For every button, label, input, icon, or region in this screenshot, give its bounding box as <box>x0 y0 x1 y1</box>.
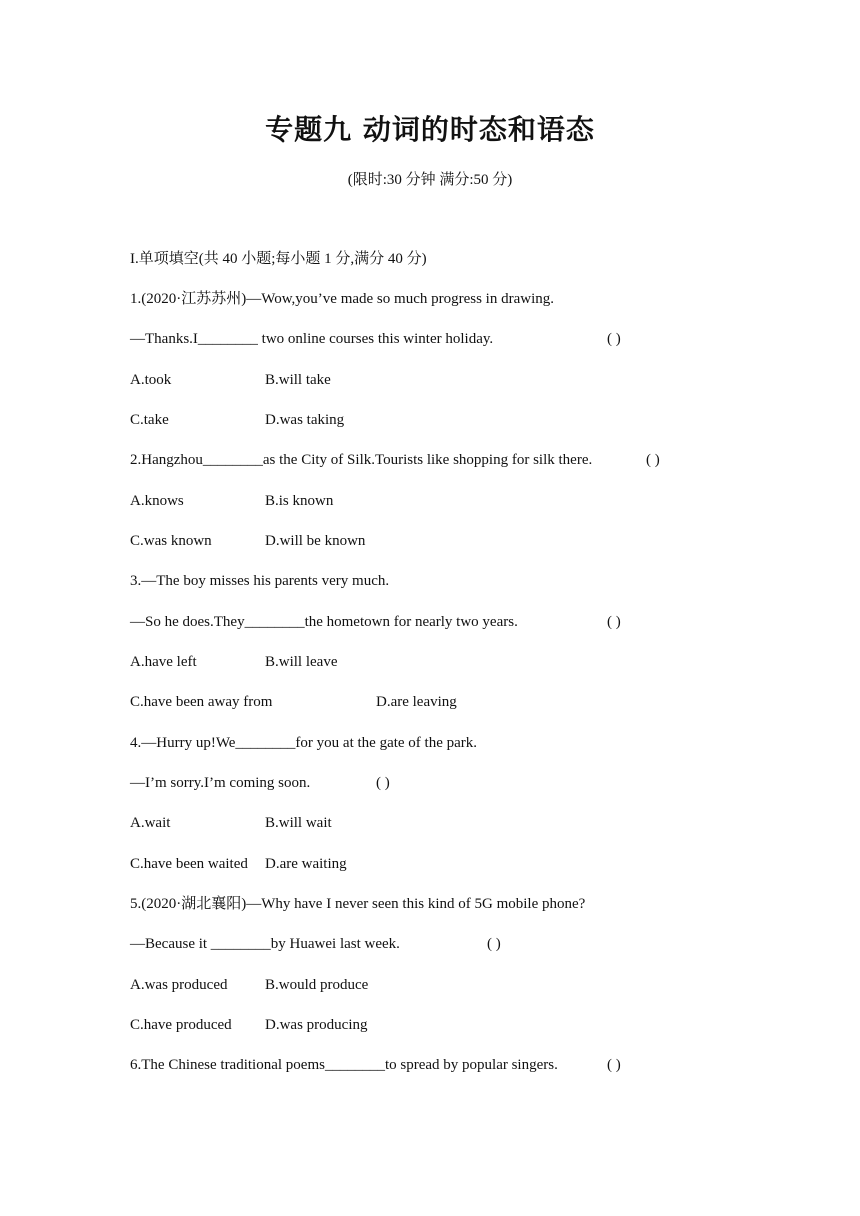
q1-reply <box>130 329 690 349</box>
q4-stem: 4.—Hurry up!We________for you at the gate of the park. <box>130 735 478 751</box>
q1-options-ab <box>130 370 331 390</box>
q1-options-cd <box>130 410 345 430</box>
q5-option-a[interactable]: A.was produced <box>130 977 228 993</box>
q4-option-a[interactable]: A.wait <box>130 815 171 831</box>
q4-option-d[interactable]: D.are waiting <box>265 856 347 872</box>
q1-answer-blank[interactable]: ( ) <box>607 331 621 347</box>
q1-option-b[interactable]: B.will take <box>265 372 331 388</box>
q5-reply: —Because it ________by Huawei last week. <box>130 936 400 952</box>
q4-reply-row <box>130 773 460 793</box>
q3-answer-blank[interactable]: ( ) <box>607 614 621 630</box>
q3-option-b[interactable]: B.will leave <box>265 654 338 670</box>
q2-options-cd <box>130 531 366 551</box>
q4-option-c[interactable]: C.have been waited <box>130 856 248 872</box>
q2-option-a[interactable]: A.knows <box>130 493 184 509</box>
q6-stem-row <box>130 1055 690 1075</box>
q3-reply-row <box>130 612 690 632</box>
q5-reply-row <box>130 934 570 954</box>
q2-options-ab <box>130 491 334 511</box>
q2-option-d[interactable]: D.will be known <box>265 533 366 549</box>
time-score-note: (限时:30 分钟 满分:50 分) <box>347 172 513 188</box>
q3-option-c[interactable]: C.have been away from <box>130 694 273 710</box>
q4-reply: —I’m sorry.I’m coming soon. <box>130 775 311 791</box>
q2-stem: 2.Hangzhou________as the City of Silk.Tourists like shopping for silk there. <box>130 452 593 468</box>
q5-option-d[interactable]: D.was producing <box>265 1017 368 1033</box>
q1-option-a[interactable]: A.took <box>130 372 172 388</box>
q6-stem: 6.The Chinese traditional poems________to spread by popular singers. <box>130 1057 558 1073</box>
q4-options-cd <box>130 854 347 874</box>
q3-options-ab <box>130 652 338 672</box>
q5-options-ab <box>130 975 369 995</box>
q1-reply-text: —Thanks.I________ two online courses this winter holiday. <box>130 331 494 347</box>
q4-answer-blank[interactable]: ( ) <box>376 775 390 791</box>
q5-option-b[interactable]: B.would produce <box>265 977 369 993</box>
q2-option-c[interactable]: C.was known <box>130 533 212 549</box>
q3-option-d[interactable]: D.are leaving <box>376 694 457 710</box>
q4-option-b[interactable]: B.will wait <box>265 815 332 831</box>
q2-option-b[interactable]: B.is known <box>265 493 334 509</box>
q2-answer-blank[interactable]: ( ) <box>646 452 660 468</box>
q3-reply: —So he does.They________the hometown for nearly two years. <box>130 614 518 630</box>
q4-options-ab <box>130 813 332 833</box>
q5-stem: 5.(2020·湖北襄阳)—Why have I never seen this kind of 5G mobile phone? <box>130 896 586 912</box>
q3-stem: 3.—The boy misses his parents very much. <box>130 573 390 589</box>
q2-stem-row <box>130 450 730 470</box>
q5-options-cd <box>130 1015 368 1035</box>
q3-options-cd <box>130 692 457 712</box>
q6-answer-blank[interactable]: ( ) <box>607 1057 621 1073</box>
q1-stem: 1.(2020·江苏苏州)—Wow,you’ve made so much progress in drawing. <box>130 291 554 307</box>
q5-option-c[interactable]: C.have produced <box>130 1017 232 1033</box>
q3-option-a[interactable]: A.have left <box>130 654 197 670</box>
q5-answer-blank[interactable]: ( ) <box>487 936 501 952</box>
page-title: 专题九 动词的时态和语态 <box>265 113 595 146</box>
q1-option-c[interactable]: C.take <box>130 412 169 428</box>
section-heading: I.单项填空(共 40 小题;每小题 1 分,满分 40 分) <box>130 251 427 267</box>
q1-option-d[interactable]: D.was taking <box>265 412 345 428</box>
